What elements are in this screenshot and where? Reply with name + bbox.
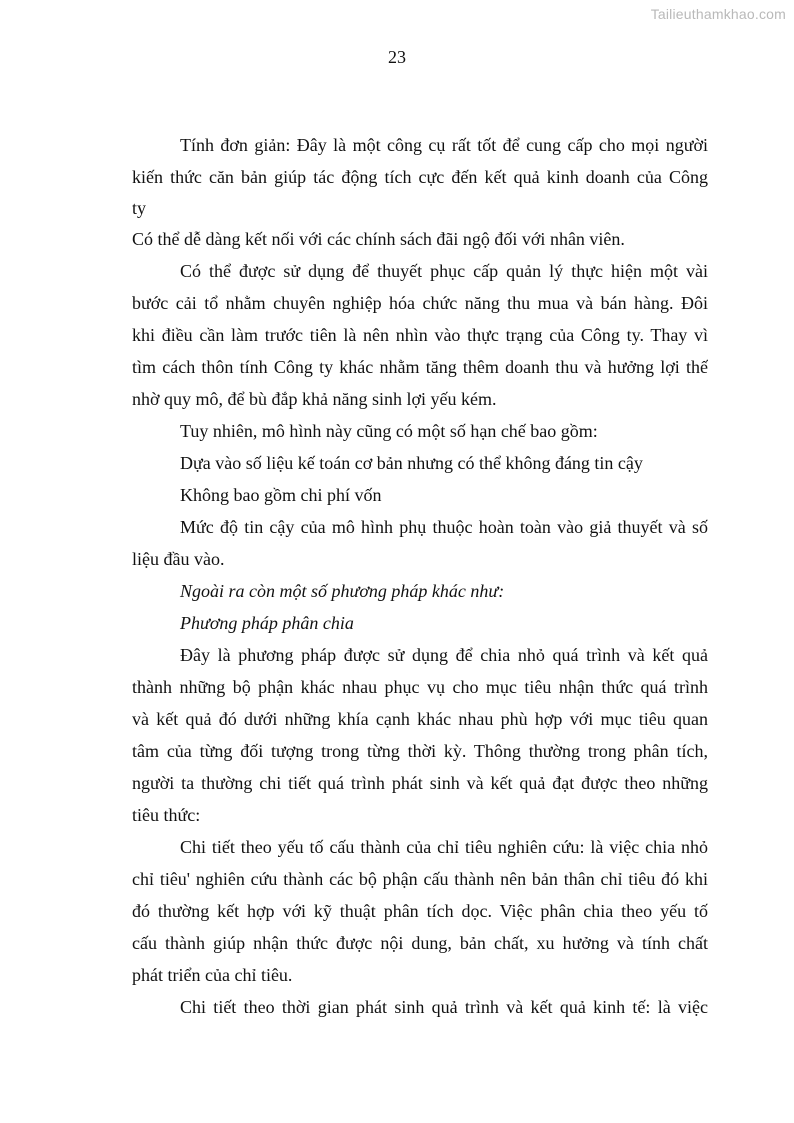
text-line: người ta thường chi tiết quá trình phát sinh và kết quả đạt được theo những	[132, 773, 708, 793]
text-line: kiến thức căn bản giúp tác động tích cực đến kết quả kinh doanh của Công	[132, 167, 708, 187]
text-line: ty	[132, 198, 147, 218]
document-body	[132, 129, 708, 1023]
text-line: Tuy nhiên, mô hình này cũng có một số hạn chế bao gồm:	[180, 421, 598, 441]
text-line: Không bao gồm chi phí vốn	[180, 485, 382, 505]
text-line: đó thường kết hợp với kỹ thuật phân tích dọc. Việc phân chia theo yếu tố	[132, 901, 708, 921]
section-subheading: Ngoài ra còn một số phương pháp khác như:	[180, 581, 505, 601]
text-line: tiêu thức:	[132, 805, 201, 825]
text-line: Đây là phương pháp được sử dụng để chia nhỏ quá trình và kết quả	[180, 645, 708, 665]
text-line: tâm của từng đối tượng trong từng thời kỳ. Thông thường trong phân tích,	[132, 741, 708, 761]
text-line: Chi tiết theo yếu tố cấu thành của chỉ tiêu nghiên cứu: là việc chia nhỏ	[180, 837, 708, 857]
text-line: phát triển của chỉ tiêu.	[132, 965, 293, 985]
text-line: nhờ quy mô, để bù đắp khả năng sinh lợi yếu kém.	[132, 389, 497, 409]
text-line: Dựa vào số liệu kế toán cơ bản nhưng có thể không đáng tin cậy	[180, 453, 643, 473]
watermark: Tailieuthamkhao.com	[650, 6, 786, 22]
text-line: chỉ tiêu' nghiên cứu thành các bộ phận cấu thành nên bản thân chỉ tiêu đó khi	[132, 869, 708, 889]
text-line: Có thể dễ dàng kết nối với các chính sách đãi ngộ đối với nhân viên.	[132, 229, 625, 249]
text-line: bước cải tổ nhằm chuyên nghiệp hóa chức năng thu mua và bán hàng. Đôi	[132, 293, 708, 313]
section-subheading: Phương pháp phân chia	[180, 613, 354, 633]
text-line: Có thể được sử dụng để thuyết phục cấp quản lý thực hiện một vài	[180, 261, 708, 281]
text-line: Mức độ tin cậy của mô hình phụ thuộc hoàn toàn vào giả thuyết và số	[180, 517, 708, 537]
text-line: Tính đơn giản: Đây là một công cụ rất tốt để cung cấp cho mọi người	[180, 135, 708, 155]
page-number: 23	[388, 47, 406, 67]
text-line: khi điều cần làm trước tiên là nên nhìn vào thực trạng của Công ty. Thay vì	[132, 325, 708, 345]
text-line: liệu đầu vào.	[132, 549, 225, 569]
text-line: cấu thành giúp nhận thức được nội dung, bản chất, xu hưởng và tính chất	[132, 933, 708, 953]
text-line: và kết quả đó dưới những khía cạnh khác nhau phù hợp với mục tiêu quan	[132, 709, 708, 729]
text-line: thành những bộ phận khác nhau phục vụ cho mục tiêu nhận thức quá trình	[132, 677, 708, 697]
text-line: Chi tiết theo thời gian phát sinh quả trình và kết quả kinh tế: là việc	[180, 997, 708, 1017]
text-line: tìm cách thôn tính Công ty khác nhằm tăng thêm doanh thu và hưởng lợi thế	[132, 357, 708, 377]
